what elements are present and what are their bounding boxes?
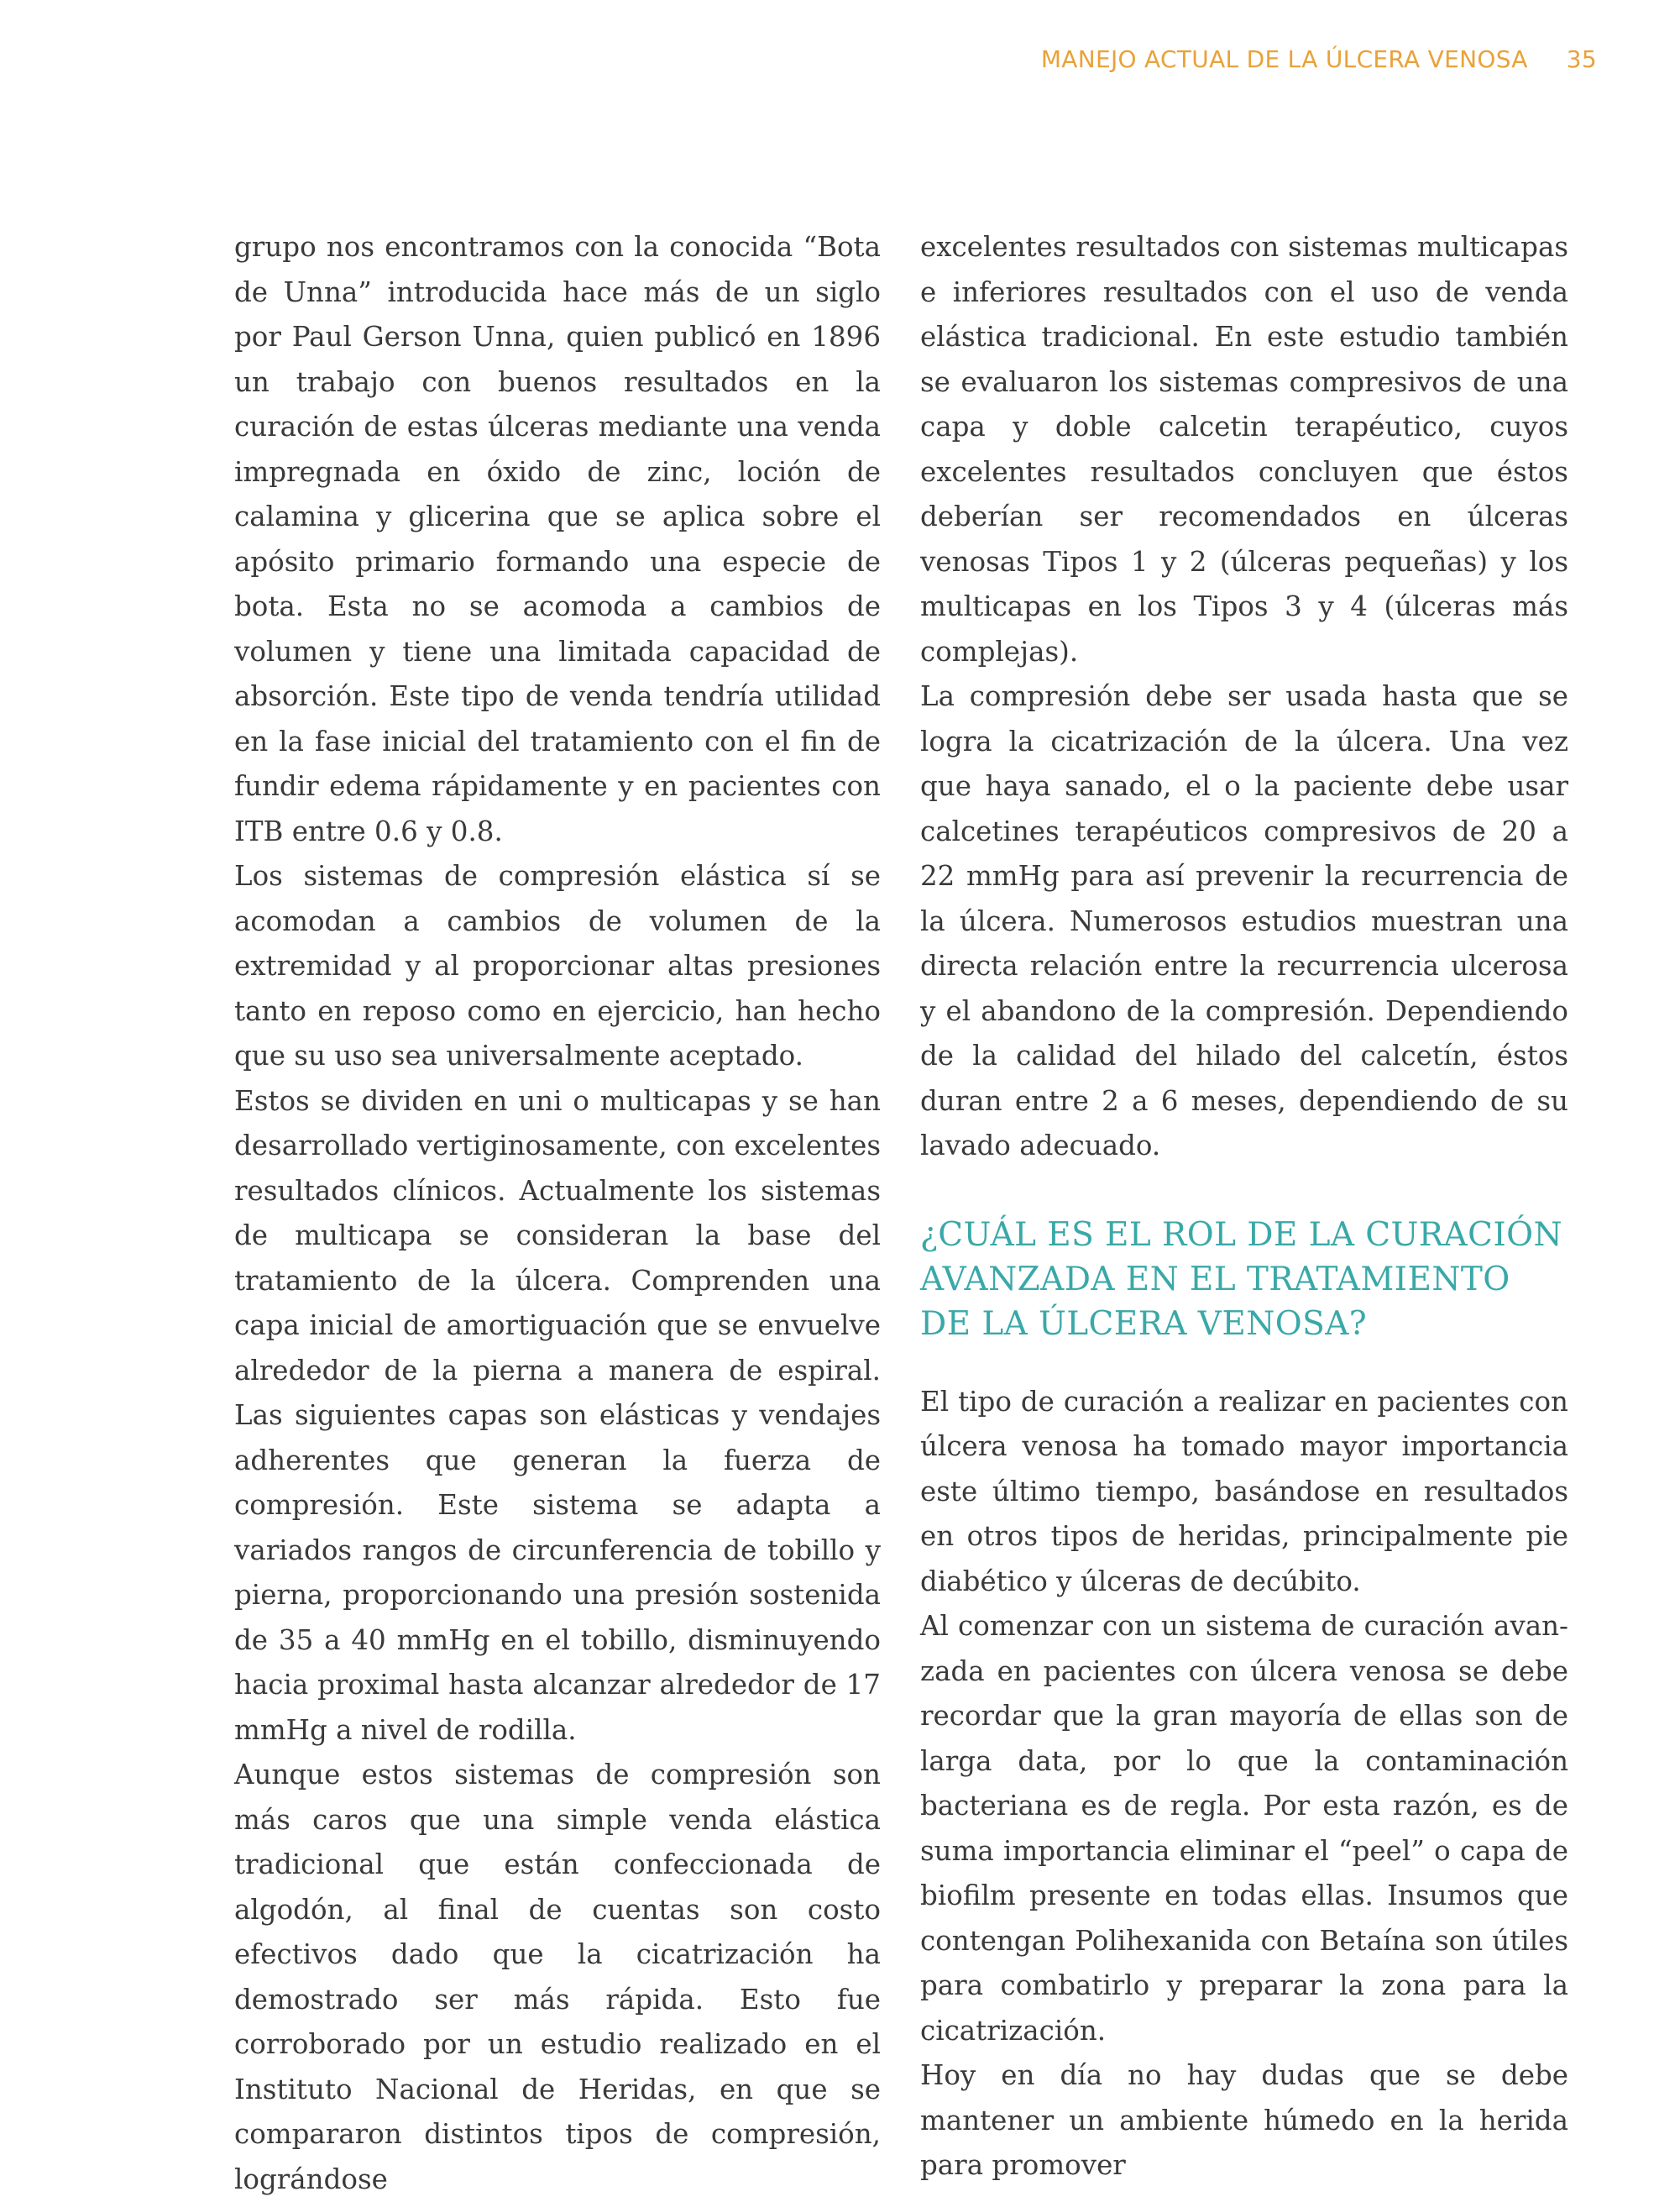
section-heading: ¿CUÁL ES EL ROL DE LA CURACIÓN AVANZADA EN EL TRATAMIENTO DE LA ÚLCERA VENOSA? [920,1215,1563,1343]
right-column [920,225,1568,2189]
body-paragraph: grupo nos encontramos con la conocida “Bota de Unna” introducida hace más de un siglo por Paul Gerson Unna, quien publicó en 1896 un trabajo con buenos resultados en la curación de estas úlceras mediante una venda impregnada en óxido de zinc, loción de calamina y glicerina que se aplica sobre el apósito primario formando una especie de bota. Esta no se acomoda a cambios de volumen y tiene una limitada capacidad de absorción. Este tipo de venda tendría utilidad en la fase inicial del tratamiento con el fin de fundir edema rápidamente y en pacientes con ITB entre 0.6 y 0.8. [234,231,881,847]
body-paragraph: Estos se dividen en uni o multicapas y se han desarrollado vertiginosamente, con excelentes resultados clínicos. Actualmente los sistemas de multicapa se consideran la base del tratamiento de la úlcera. Comprenden una capa inicial de amortiguación que se envuelve alrededor de la pierna a manera de espiral. Las siguientes capas son elásticas y vendajes adherentes que generan la fuerza de compresión. Este sistema se adapta a variados rangos de circunferencia de tobillo y pierna, proporcionando una presión sostenida de 35 a 40 mmHg en el tobillo, disminuyendo hacia proximal hasta alcanzar alrededor de 17 mmHg a nivel de rodilla. [234,1084,881,1746]
body-paragraph: excelentes resultados con sistemas multicapas e inferiores resultados con el uso de venda elástica tradicional. En este estudio también se evaluaron los sistemas compresivos de una capa y doble calcetin terapéutico, cuyos excelentes resultados concluyen que éstos deberían ser recomendados en úlceras venosas Tipos 1 y 2 (úlceras pequeñas) y los multicapas en los Tipos 3 y 4 (úlceras más complejas). [920,231,1568,668]
body-paragraph: Los sistemas de compresión elástica sí se acomodan a cambios de volumen de la extremidad y al proporcionar altas presiones tanto en reposo como en ejercicio, han hecho que su uso sea universalmente aceptado. [234,860,881,1072]
body-paragraph: Al comenzar con un sistema de curación avanzada en pacientes con úlcera venosa se debe recordar que la gran mayoría de ellas son de larga data, por lo que la contaminación bacteriana es de regla. Por esta razón, es de suma importancia eliminar el “peel” o capa de biofilm presente en todas ellas. Insumos que contengan Polihexanida con Betaína son útiles para combatirlo y preparar la zona para la cicatrización. [920,1610,1568,2047]
page-number: 35 [1566,45,1597,73]
left-column [234,225,881,2202]
body-paragraph: Aunque estos sistemas de compresión son más caros que una simple venda elástica tradicional que están confeccionada de algodón, al final de cuentas son costo efectivos dado que la cicatrización ha demostrado ser más rápida. Esto fue corroborado por un estudio realizado en el Instituto Nacional de Heridas, en que se compararon distintos tipos de compresión, lográndose [234,1759,881,2195]
running-title: MANEJO ACTUAL DE LA ÚLCERA VENOSA [1040,45,1528,73]
body-paragraph: La compresión debe ser usada hasta que se logra la cicatrización de la úlcera. Una vez que haya sanado, el o la paciente debe usar calcetines terapéuticos compresivos de 20 a 22 mmHg para así prevenir la recurrencia de la úlcera. Numerosos estudios muestran una directa relación entre la recurrencia ulcerosa y el abandono de la compresión. Dependiendo de la calidad del hilado del calcetín, éstos duran entre 2 a 6 meses, dependiendo de su lavado adecuado. [920,680,1568,1161]
running-header [1041,45,1597,73]
body-paragraph: Hoy en día no hay dudas que se debe mantener un ambiente húmedo en la herida para promover [920,2059,1568,2181]
body-paragraph: El tipo de curación a realizar en pacientes con úlcera venosa ha tomado mayor importancia este último tiempo, basándose en resultados en otros tipos de heridas, principalmente pie diabético y úlceras de decúbito. [920,1385,1568,1597]
